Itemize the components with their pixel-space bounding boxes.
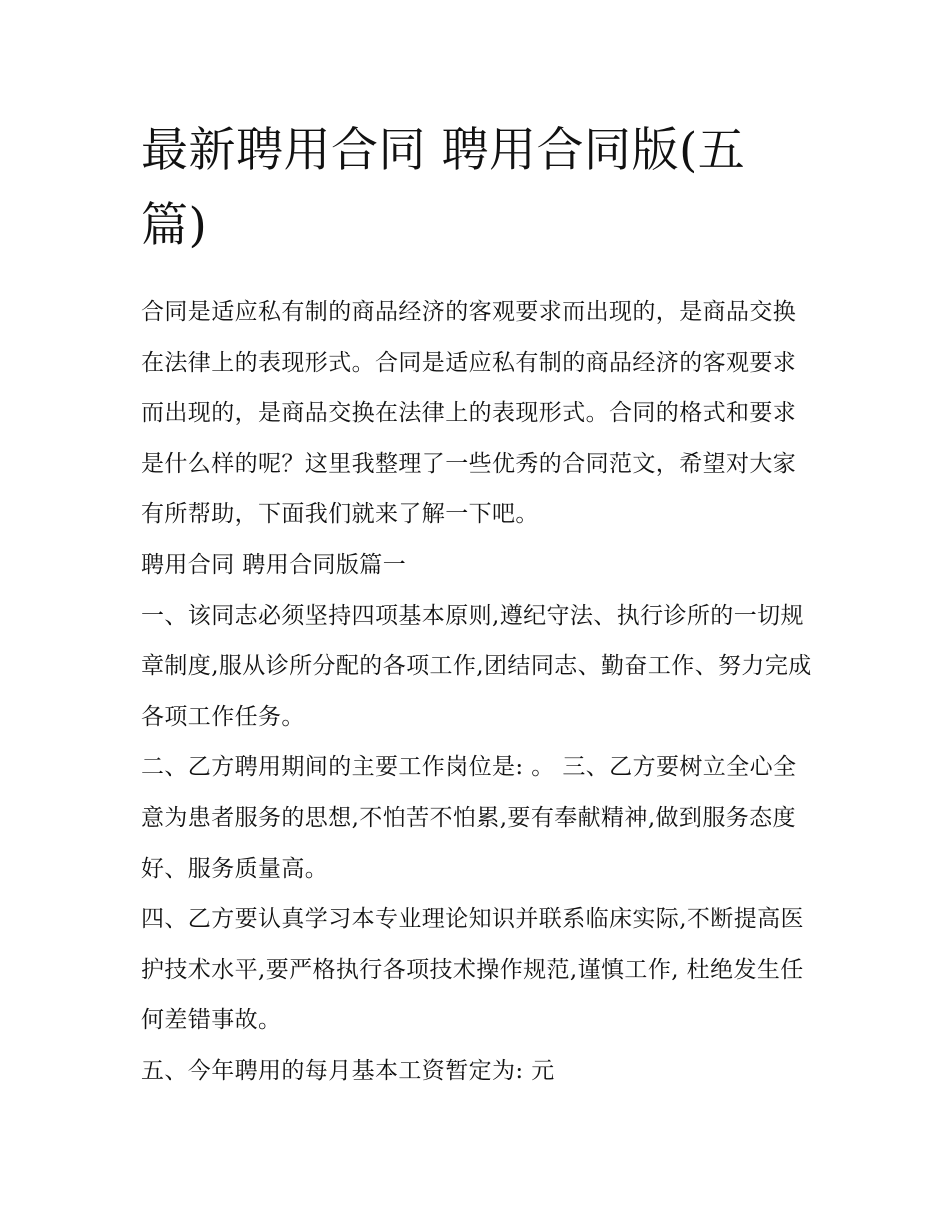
- clause-2-3: 二、乙方聘用期间的主要工作岗位是: 。 三、乙方要树立全心全意为患者服务的思想,不怕苦不怕累,要有奉献精神,做到服务态度好、服务质量高。: [141, 754, 797, 882]
- clause-1: 一、该同志必须坚持四项基本原则,遵纪守法、执行诊所的一切规章制度,服从诊所分配的各项工作,团结同志、勤奋工作、努力完成各项工作任务。: [141, 602, 812, 730]
- clause-4: 四、乙方要认真学习本专业理论知识并联系临床实际,不断提高医护技术水平,要严格执行各项技术操作规范,谨慎工作, 杜绝发生任何差错事故。: [141, 906, 804, 1034]
- section-heading: 聘用合同 聘用合同版篇一: [141, 551, 407, 578]
- clause-5: 五、今年聘用的每月基本工资暂定为: 元: [141, 1057, 555, 1084]
- document-body: [141, 287, 816, 1097]
- intro-paragraph: 合同是适应私有制的商品经济的客观要求而出现的，是商品交换在法律上的表现形式。合同是适应私有制的商品经济的客观要求而出现的，是商品交换在法律上的表现形式。合同的格式和要求是什么样的呢？这里我整理了一些优秀的合同范文，希望对大家有所帮助，下面我们就来了解一下吧。: [141, 299, 797, 528]
- document-title: 最新聘用合同 聘用合同版(五篇): [141, 123, 746, 253]
